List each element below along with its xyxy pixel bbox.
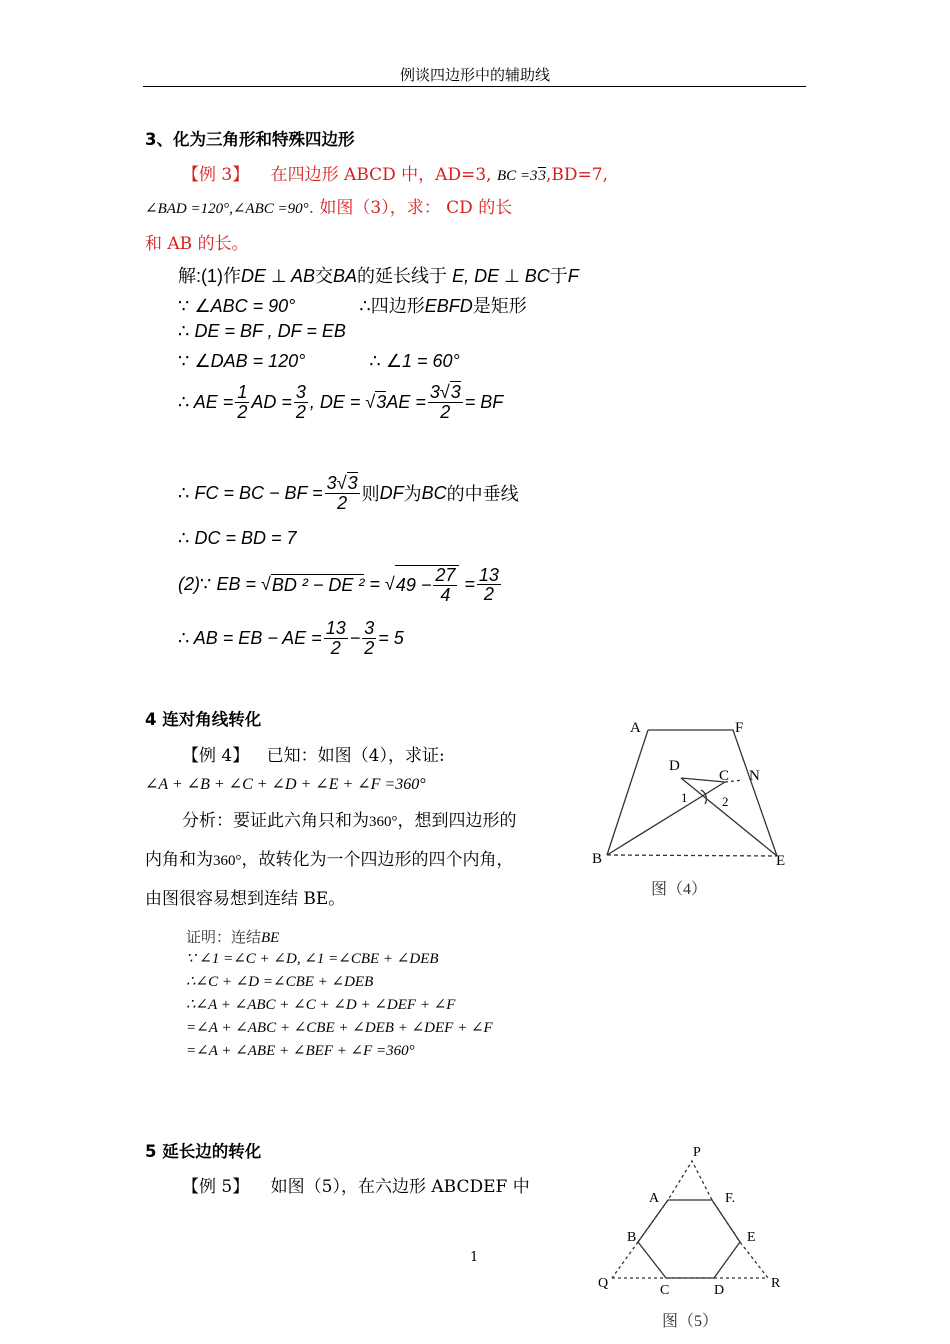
fig4-label-c: C (719, 768, 730, 784)
proof-line-4: =∠A + ∠ABC + ∠CBE + ∠DEB + ∠DEF + ∠F (186, 1020, 493, 1036)
fig5-label-b: B (627, 1230, 637, 1245)
proof-line-1: ∵ ∠1 =∠C + ∠D, ∠1 =∠CBE + ∠DEB (186, 951, 439, 967)
page-number: 1 (470, 1250, 479, 1265)
fig5-label-r: R (771, 1276, 781, 1291)
example-4-tag: 【例 4】 (182, 746, 250, 766)
fig4-label-b: B (592, 851, 603, 867)
header-rule (143, 86, 806, 87)
solution-line-3: ∴ DE = BF , DF = EB (178, 321, 346, 341)
fig4-label-1: 1 (681, 790, 688, 805)
fig4-edge-be-dashed (607, 855, 777, 856)
example-3-line-2 (145, 193, 512, 218)
solution-line-2: ∵ ∠ABC = 90° ∴四边形EBFD是矩形 (178, 296, 527, 316)
example-4-analysis-2: 内角和为360°，故转化为一个四边形的四个内角， (145, 850, 514, 870)
section-5-heading: 5 延长边的转化 (145, 1142, 262, 1161)
fig4-label-f: F (735, 720, 744, 736)
solution-line-4: ∵ ∠DAB = 120° ∴ ∠1 = 60° (178, 351, 460, 371)
figure-5-diagram (590, 1140, 795, 1344)
fig4-label-a: A (630, 720, 641, 736)
fig4-edge-afe (648, 730, 777, 856)
fig4-edge-ab (607, 730, 648, 855)
example-3-tag: 【例 3】 (182, 165, 250, 185)
example-3-angles: ∠BAD =120°,∠ABC =90° (145, 201, 309, 217)
example-5-line-1: 【例 5】 如图（5），在六边形 ABCDEF 中 (182, 1177, 530, 1197)
proof-line-0: 证明：连结BE (186, 930, 280, 946)
fig5-label-q: Q (598, 1276, 609, 1291)
example-3-text-a: 在四边形 ABCD 中，AD=3, (270, 165, 492, 185)
fig4-label-d: D (669, 758, 680, 774)
section-4-heading: 4 连对角线转化 (145, 710, 262, 729)
example-3-bc: BC =33 (496, 168, 546, 184)
fig4-edge-de (681, 778, 777, 856)
fig5-label-p: P (693, 1145, 701, 1160)
solution-line-1: 解:(1)作DE ⊥ AB交BA的延长线于 E, DE ⊥ BC于F (178, 266, 579, 286)
figure-4-caption: 图（4） (651, 881, 708, 898)
proof-line-2: ∴∠C + ∠D =∠CBE + ∠DEB (186, 974, 374, 990)
fig5-label-f: F. (725, 1191, 736, 1206)
fig5-label-e: E (747, 1230, 756, 1245)
fig5-label-d: D (714, 1283, 725, 1298)
example-4-analysis-1: 分析：要证此六角只和为360°，想到四边形的 (182, 811, 517, 831)
figure-4-diagram (585, 710, 800, 905)
fig5-hexagon (638, 1200, 740, 1278)
solution-line-5: ∴ AE = $\frac{1}{2}$ AD = $\frac{3}{2}$ , DE = √ 3 AE = $\frac{3√3}{2}$ = BF (178, 382, 504, 422)
fig5-label-c: C (660, 1283, 670, 1298)
fig4-label-n: N (749, 768, 760, 784)
solution-line-7: ∴ DC = BD = 7 (178, 528, 297, 548)
example-3-text-b: ,BD=7, (546, 165, 608, 185)
solution-line-6: ∴ FC = BC − BF = $\frac{3√3}{2}$ 则 DF 为 BC 的中垂线 (178, 473, 519, 513)
example-3-ask: . 如图（3），求： CD 的长 (308, 198, 513, 218)
proof-line-5: =∠A + ∠ABE + ∠BEF + ∠F =360° (186, 1043, 415, 1059)
fig5-extension-left (612, 1242, 638, 1278)
proof-line-3: ∴∠A + ∠ABC + ∠C + ∠D + ∠DEF + ∠F (186, 997, 456, 1013)
figure-5-caption: 图（5） (662, 1313, 719, 1330)
fig5-extension-top (638, 1161, 768, 1278)
fig4-label-2: 2 (722, 794, 729, 809)
fig4-label-e: E (776, 853, 786, 869)
example-5-tag: 【例 5】 (182, 1177, 250, 1197)
example-3-line-1 (182, 160, 608, 185)
example-4-line-1: 【例 4】 已知：如图（4），求证: (182, 746, 445, 766)
fig5-label-a: A (649, 1191, 660, 1206)
solution-line-8: (2)∵ EB = √ BD ² − DE ² = √ 49 − $\frac{27}{4}$ = $\frac{13}{2}$ (178, 564, 499, 605)
page-header-title: 例谈四边形中的辅助线 (399, 66, 550, 84)
example-3-line-3: 和 AB 的长。 (145, 234, 249, 254)
solution-line-9: ∴ AB = EB − AE = $\frac{13}{2}$ − $\frac{3}{2}$ = 5 (178, 618, 404, 658)
section-3-heading: 3、化为三角形和特殊四边形 (145, 130, 355, 149)
example-4-statement: ∠A + ∠B + ∠C + ∠D + ∠E + ∠F =360° (145, 776, 426, 793)
example-4-analysis-3: 由图很容易想到连结 BE。 (145, 889, 346, 909)
fig4-edge-bc (607, 782, 725, 855)
